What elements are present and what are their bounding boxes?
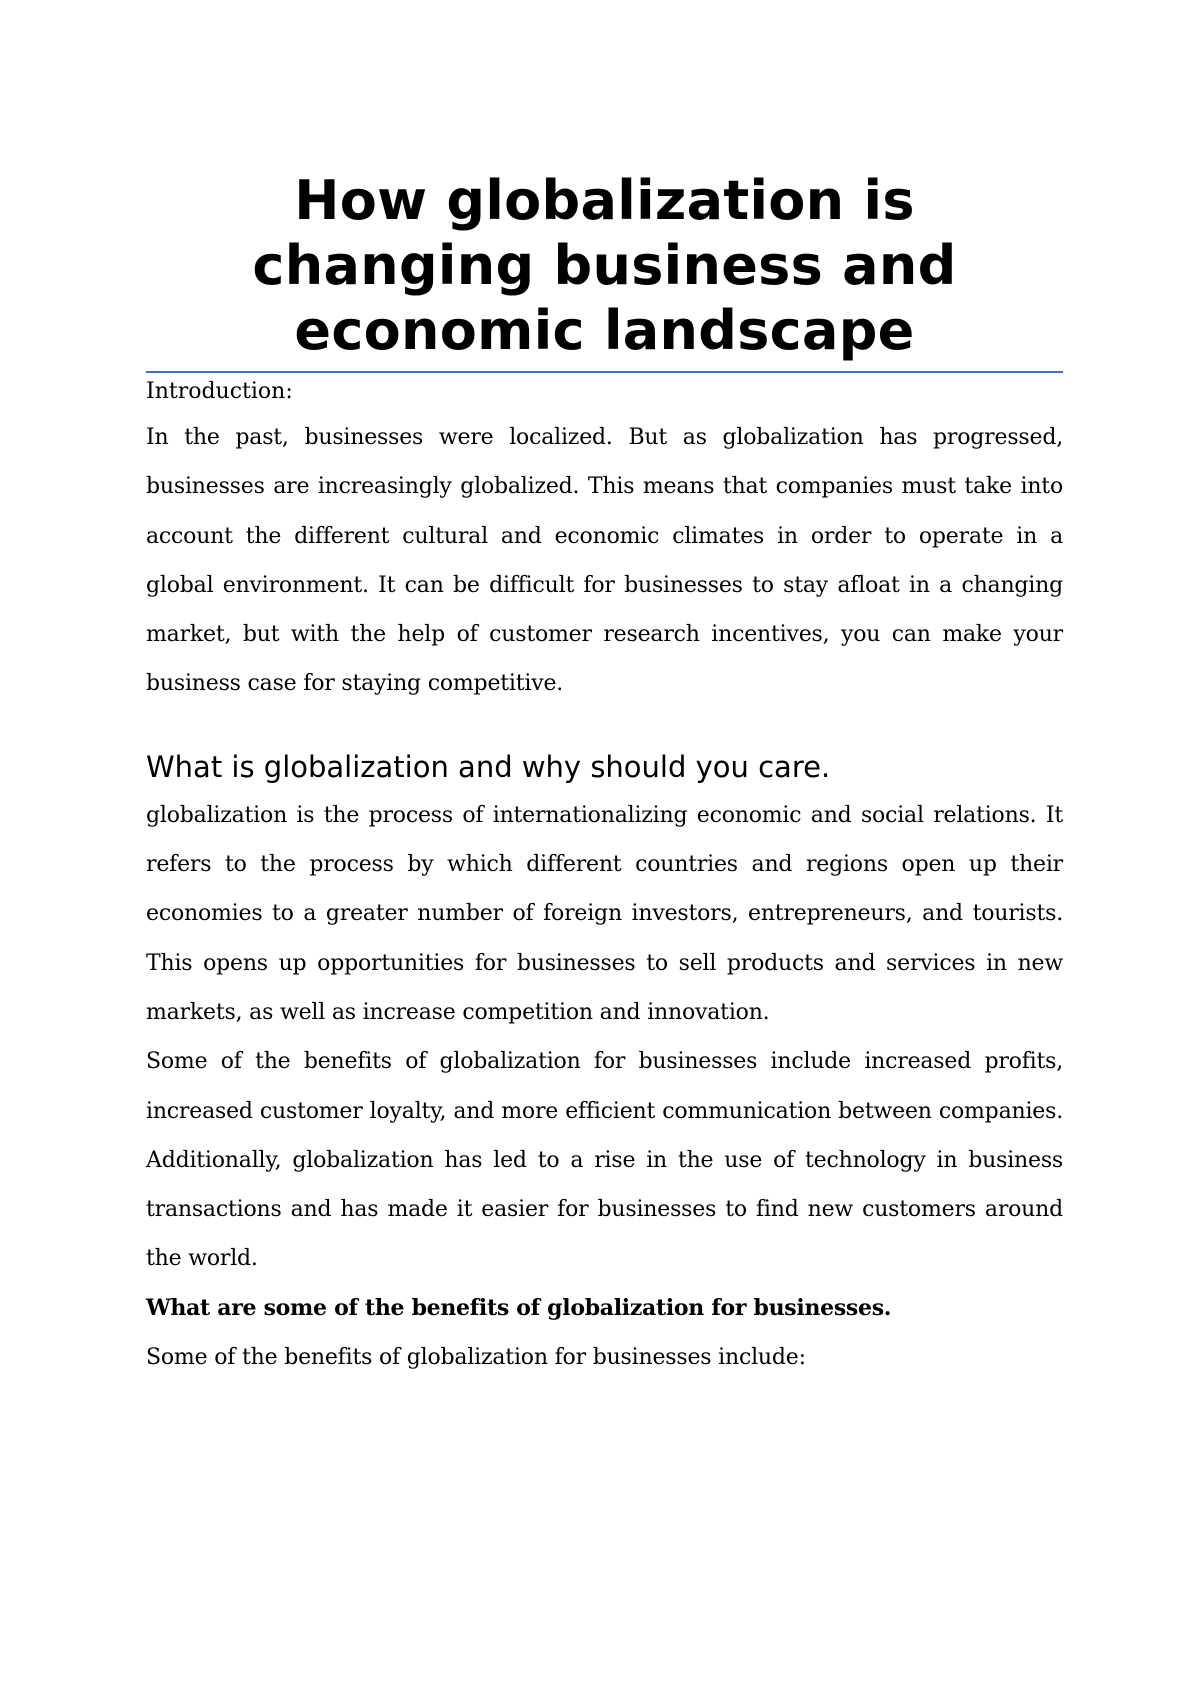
intro-label: Introduction:: [146, 379, 293, 404]
intro-paragraph: In the past, businesses were localized. But as globalization has progressed, businesses are increasingly globalized. This means that companies must take into account the different cultural and economic climates in order to operate in a global environment. It can be difficult for businesses to stay afloat in a changing market, but with the help of customer research incentives, you can make your business case for staying competitive.: [146, 425, 1063, 697]
section-paragraph-definition: globalization is the process of internationalizing economic and social relations. It refers to the process by which different countries and regions open up their economies to a greater number of foreign investors, entrepreneurs, and tourists. This opens up opportunities for businesses to sell products and services in new markets, as well as increase competition and innovation.: [146, 802, 1063, 1025]
document-body: [146, 168, 1063, 1382]
section-paragraph-benefits: Some of the benefits of globalization for businesses include increased profits, increased customer loyalty, and more efficient communication between companies. Additionally, globalization has led to a rise in the use of technology in business transactions and has made it easier for businesses to find new customers around the world.: [146, 1049, 1063, 1272]
benefits-intro-line: Some of the benefits of globalization for businesses include:: [146, 1344, 806, 1370]
document-title: How globalization is changing business and economic landscape: [252, 169, 957, 362]
title-underline: [146, 371, 1063, 373]
section-heading-what-is-globalization: What is globalization and why should you care.: [146, 749, 831, 784]
section-heading-benefits: What are some of the benefits of globalization for businesses.: [146, 1294, 892, 1321]
